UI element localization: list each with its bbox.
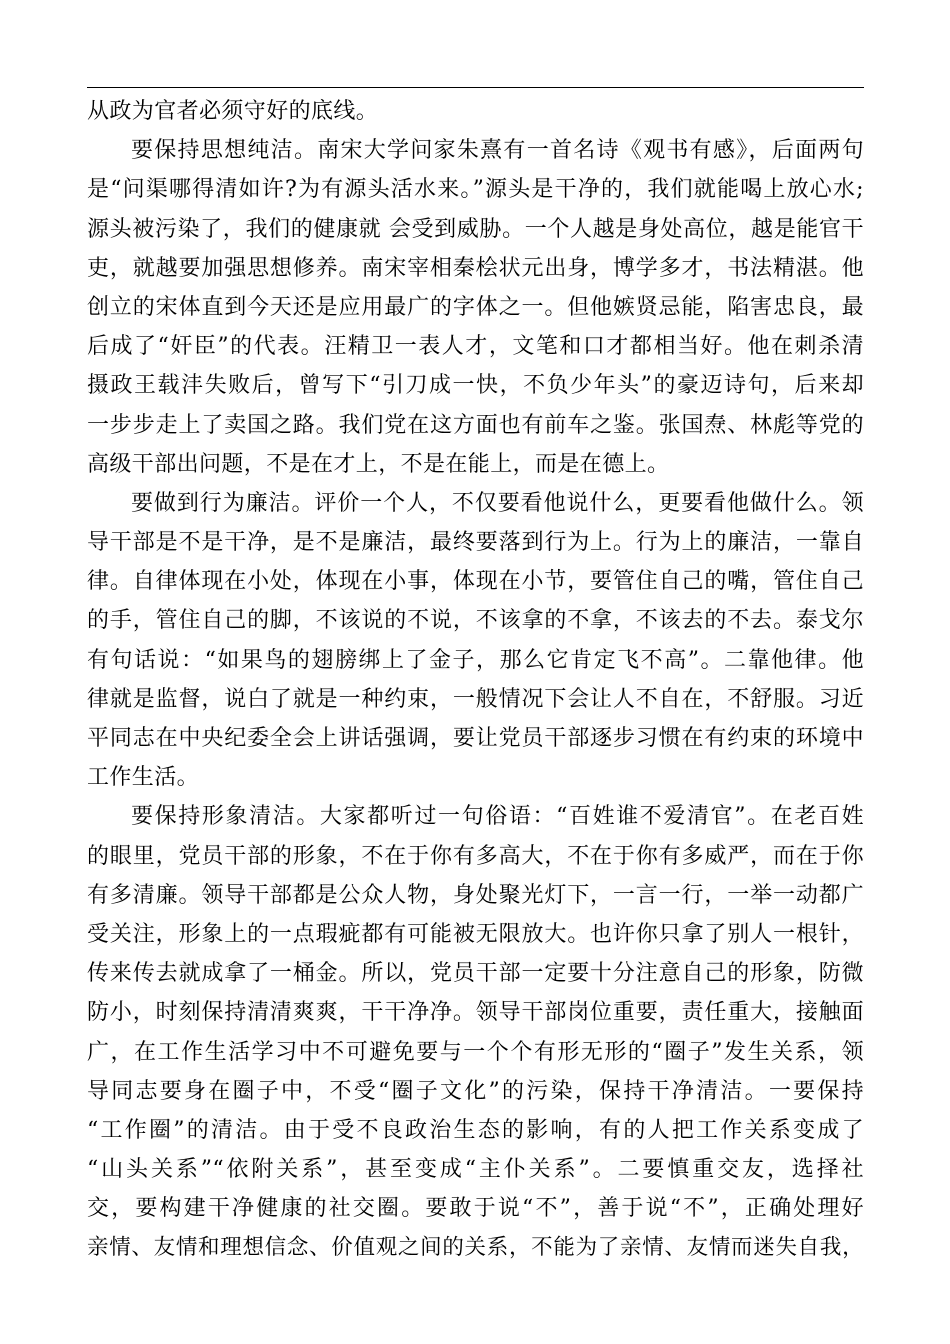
text-line: “工作圈”的清洁。由于受不良政治生态的影响，有的人把工作关系变成了 xyxy=(87,1117,864,1143)
text-line: 律。自律体现在小处，体现在小事，体现在小节，要管住自己的嘴，管住自己 xyxy=(87,569,864,595)
text-line: 吏，就越要加强思想修养。南宋宰相秦桧状元出身，博学多才，书法精湛。他 xyxy=(87,255,864,281)
text-line: 后成了“奸臣”的代表。汪精卫一表人才，文笔和口才都相当好。他在刺杀清 xyxy=(87,334,864,360)
text-line: 摄政王载沣失败后，曾写下“引刀成一快，不负少年头”的豪迈诗句，后来却 xyxy=(87,373,864,399)
text-line: 平同志在中央纪委全会上讲话强调，要让党员干部逐步习惯在有约束的环境中 xyxy=(87,726,864,751)
text-line: 从政为官者必须守好的底线。 xyxy=(87,99,379,124)
header-rule xyxy=(87,87,864,88)
document-body xyxy=(87,92,864,1268)
text-line: 创立的宋体直到今天还是应用最广的字体之一。但他嫉贤忌能，陷害忠良，最 xyxy=(87,294,864,320)
text-line: 导同志要身在圈子中，不受“圈子文化”的污染，保持干净清洁。一要保持 xyxy=(87,1078,864,1104)
text-line: 有多清廉。领导干部都是公众人物，身处聚光灯下，一言一行，一举一动都广 xyxy=(87,882,864,908)
text-line: 要保持思想纯洁。南宋大学问家朱熹有一首名诗《观书有感》，后面两句 xyxy=(131,138,864,164)
text-line: 是“问渠哪得清如许?为有源头活水来。”源头是干净的，我们就能喝上放心水; xyxy=(87,177,864,203)
text-line: 受关注，形象上的一点瑕疵都有可能被无限放大。也许你只拿了别人一根针， xyxy=(87,921,864,947)
text-line: 交，要构建干净健康的社交圈。要敢于说“不”，善于说“不”，正确处理好 xyxy=(87,1196,864,1222)
text-line: 的手，管住自己的脚，不该说的不说，不该拿的不拿，不该去的不去。泰戈尔 xyxy=(87,608,864,634)
text-line: 有句话说：“如果鸟的翅膀绑上了金子，那么它肯定飞不高”。二靠他律。他 xyxy=(87,647,864,673)
text-line: 要做到行为廉洁。评价一个人，不仅要看他说什么，更要看他做什么。领 xyxy=(131,490,864,516)
text-line: 导干部是不是干净，是不是廉洁，最终要落到行为上。行为上的廉洁，一靠自 xyxy=(87,530,864,556)
text-line: 工作生活。 xyxy=(87,765,200,791)
text-line: 律就是监督，说白了就是一种约束，一般情况下会让人不自在，不舒服。习近 xyxy=(87,686,864,712)
text-line: 要保持形象清洁。大家都听过一句俗语：“百姓谁不爱清官”。在老百姓 xyxy=(131,804,864,830)
text-line: 广，在工作生活学习中不可避免要与一个个有形无形的“圈子”发生关系，领 xyxy=(87,1039,864,1065)
text-line: 的眼里，党员干部的形象，不在于你有多高大，不在于你有多威严，而在于你 xyxy=(87,843,864,869)
text-line: 一步步走上了卖国之路。我们党在这方面也有前车之鉴。张国焘、林彪等党的 xyxy=(87,412,864,438)
text-line: 源头被污染了，我们的健康就 会受到威胁。一个人越是身处高位，越是能官干 xyxy=(87,216,864,242)
text-line: 高级干部出问题，不是在才上，不是在能上，而是在德上。 xyxy=(87,451,670,477)
text-line: 防小，时刻保持清清爽爽，干干净净。领导干部岗位重要，责任重大，接触面 xyxy=(87,1000,864,1026)
text-line: “山头关系”“依附关系”，甚至变成“主仆关系”。二要慎重交友，选择社 xyxy=(87,1157,864,1183)
text-line: 传来传去就成拿了一桶金。所以，党员干部一定要十分注意自己的形象，防微 xyxy=(87,961,864,987)
text-line: 亲情、友情和理想信念、价值观之间的关系，不能为了亲情、友情而迷失自我， xyxy=(87,1235,864,1261)
